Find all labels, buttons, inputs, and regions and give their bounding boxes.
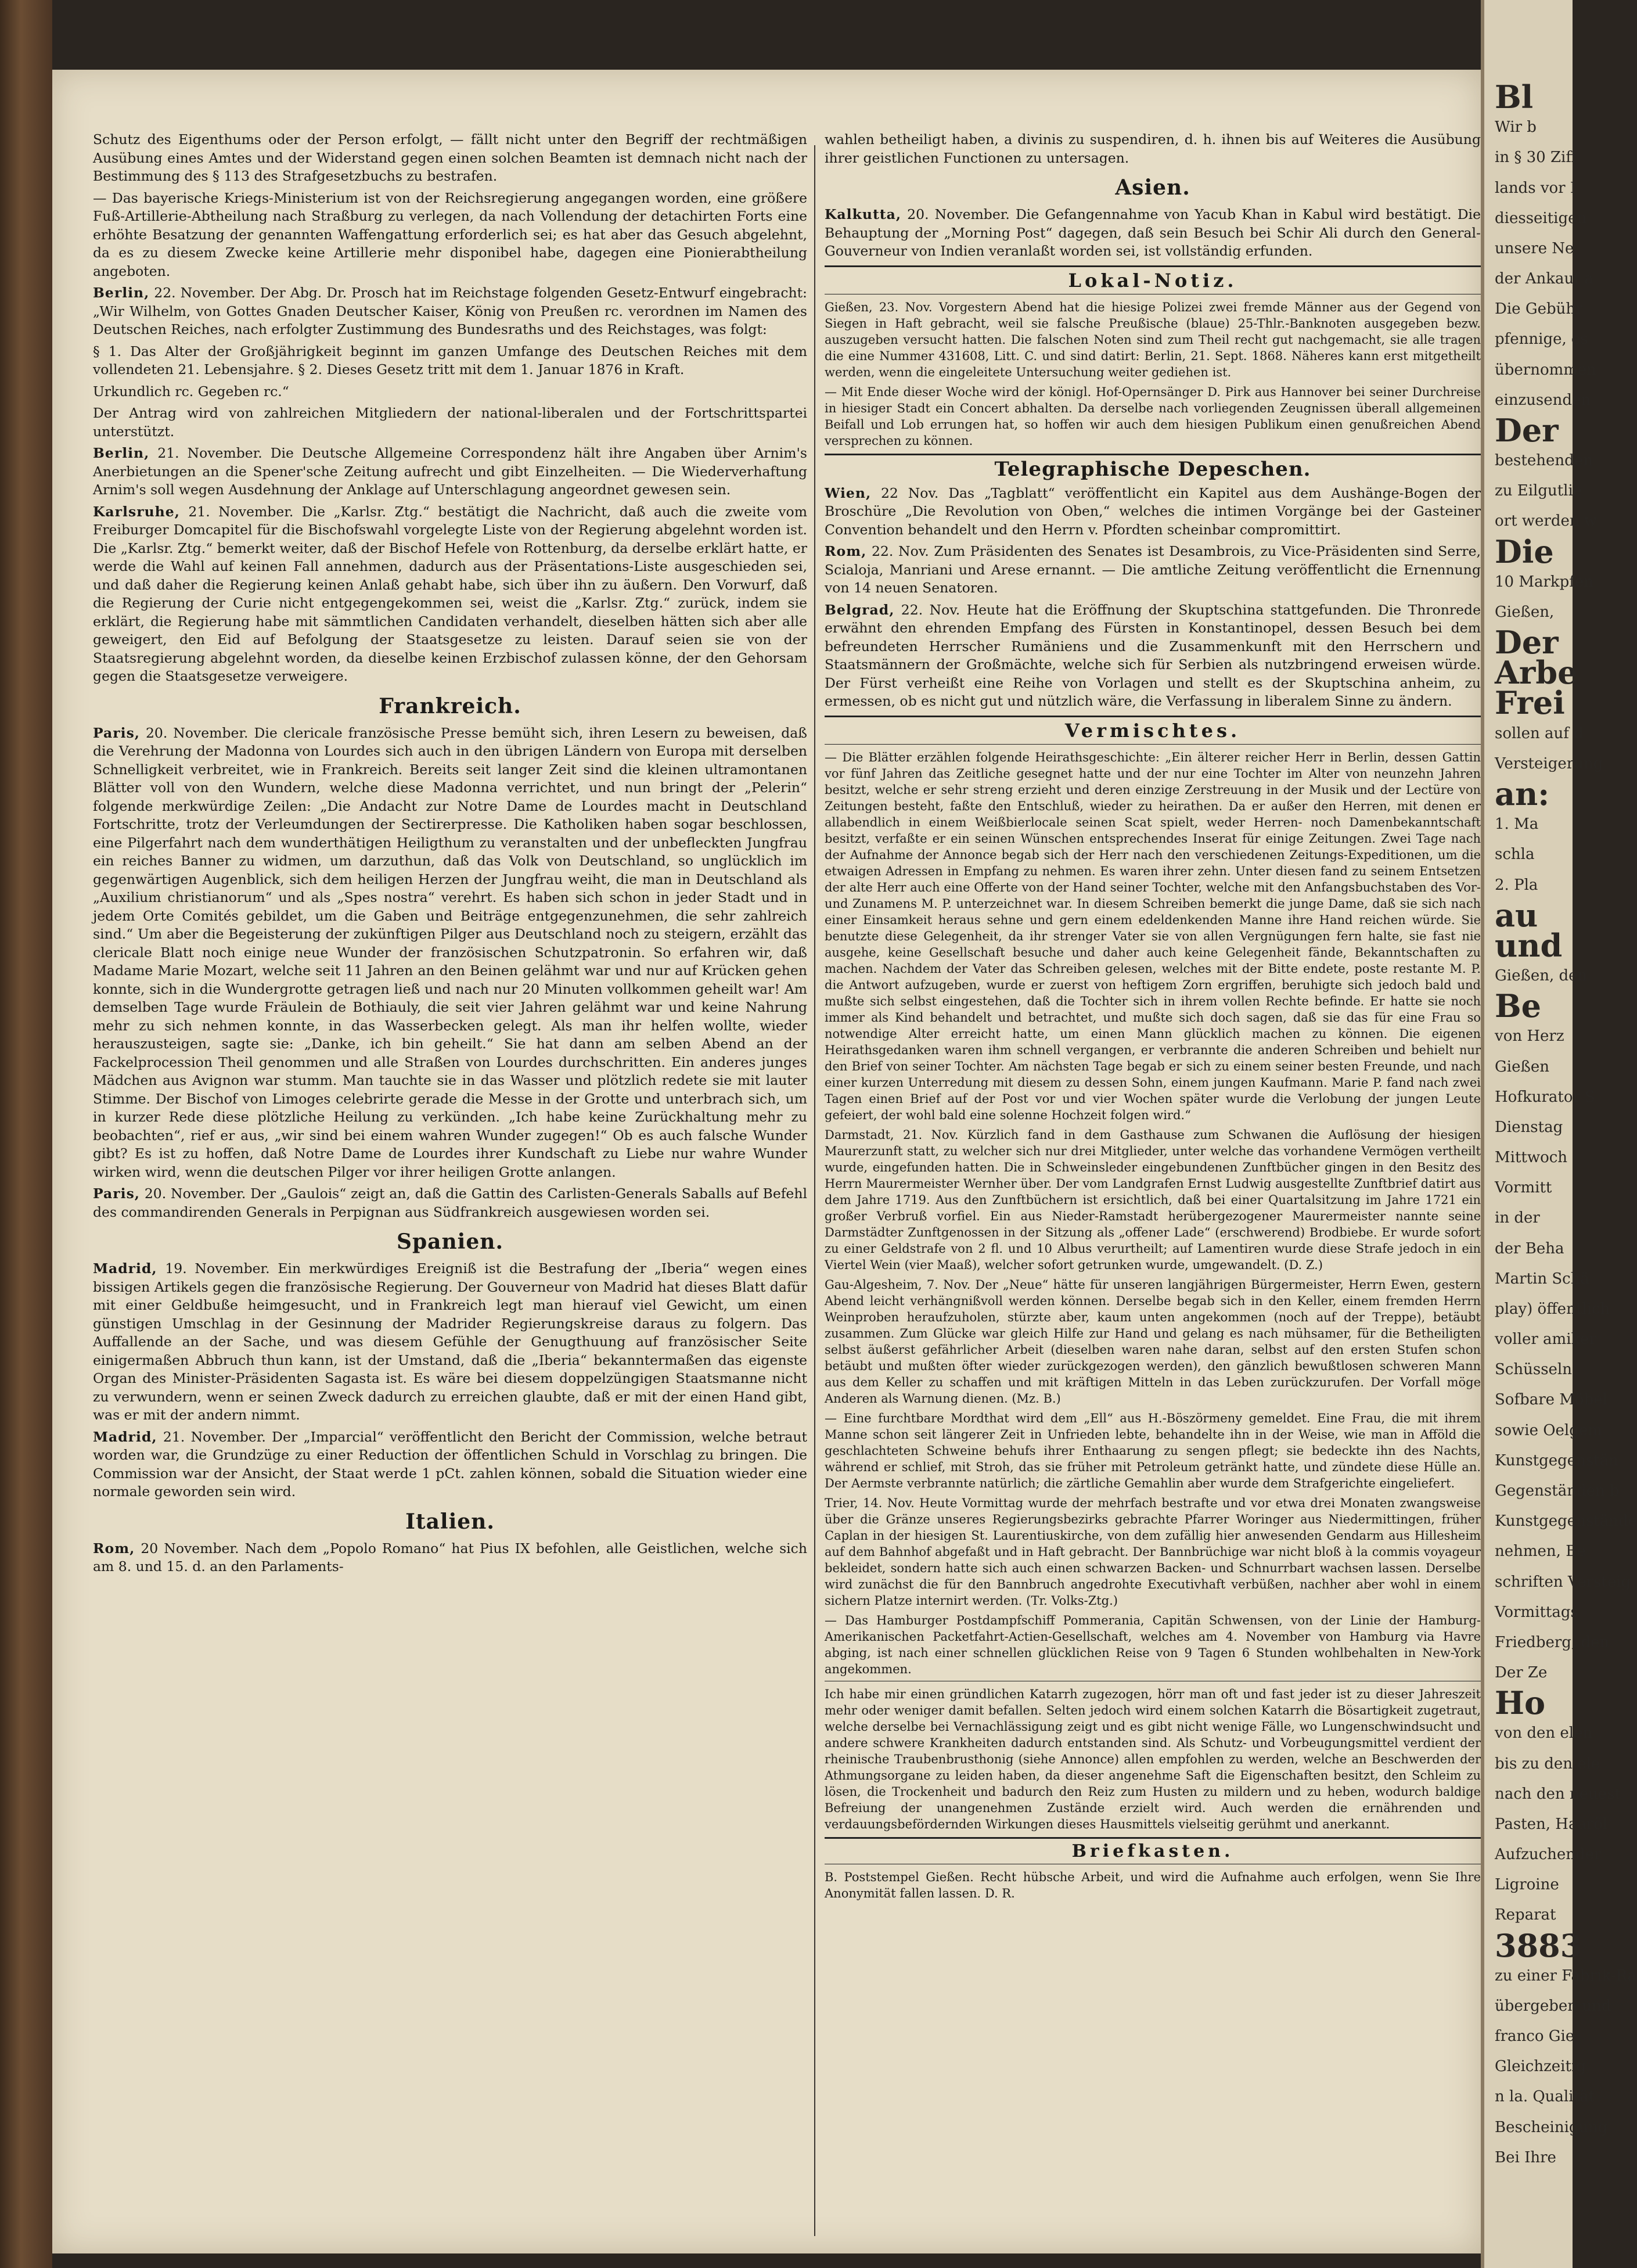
- article-paragraph: — Das bayerische Kriegs-Ministerium ist von der Reichsregierung angegangen worden, eine größere Fuß-Artillerie-Abtheilung nach Straßburg zu verlegen, da nach Vollendung der detachirten Forts eine erhöhte Besatzung der genannten Waffengattung erforderlich sei; es hat aber das Gesuch abgelehnt, da es zu diesem Zwecke keine Artillerie mehr disponibel habe, dagegen eine Pionierabtheilung angeboten.: [93, 189, 807, 279]
- adjacent-page-fragment: Kunstgegenstän: [1495, 1451, 1618, 1469]
- adjacent-page-fragment: einzusenden: [1495, 391, 1591, 409]
- article-paragraph: Darmstadt, 21. Nov. Kürzlich fand in dem Gasthause zum Schwanen die Auflösung der hiesigen Maurerzunft statt, zu welcher sich nur drei Mitglieder, unter welche das vorhandene Vermögen vertheilt wurde, eingefunden hatten. Die in Schweinsleder eingebundenen Zunftbücher gingen in den Besitz des Herrn Maurermeister Wernher über. Der vom Landgrafen Ernst Ludwig ausgestellte Zunftbrief datirt aus dem Jahre 1719. Aus den Zunftbüchern ist ersichtlich, daß bei einer Quartalsitzung im Jahre 1721 ein großer Verbruß vorfiel. Ein aus Nieder-Ramstadt herübergezogener Maurermeister nannte seine Darmstädter Zunftgenossen in der Sitzung als „offener Lade“ (erschwerend) Brodbiebe. Er wurde sofort zu einer Geldstrafe von 2 fl. und 10 Albus verurtheilt; auf Lamentiren wurde diese Strafe jedoch in ein Viertel Wein (vier Maaß), welcher sofort getrunken wurde, umgewandelt. (D. Z.): [825, 1127, 1481, 1272]
- section-rule: [825, 716, 1481, 717]
- section-heading-telegraphische: Telegraphische Depeschen.: [994, 457, 1311, 481]
- book-spine: [0, 0, 52, 2268]
- adjacent-page-fragment: Der Ze: [1495, 1664, 1548, 1682]
- article-paragraph: Urkundlich rc. Gegeben rc.“: [93, 383, 289, 400]
- section-rule: [825, 265, 1481, 267]
- adjacent-page-fragment: 10 Markpfen: [1495, 573, 1594, 591]
- article-paragraph: Belgrad, 22. Nov. Heute hat die Eröffnung der Skuptschina stattgefunden. Die Thronrede erwähnt den ehrenden Empfang des Fürsten in Konstantinopel, dessen Besuch bei dem befreundeten Herrscher Rumäniens und die Zusammenkunft mit den Herrschern und Staatsmännern der Großmächte, welche sich für Serbien als nutzbringend erweisen würde. Der Fürst verheißt eine Reihe von Vorlagen und stellt es der Skuptschina anheim, zu ermessen, ob es nicht gut und nützlich wäre, die Verfassung in liberalem Sinne zu ändern.: [825, 601, 1481, 709]
- adjacent-page-edge: [1481, 0, 1637, 2268]
- section-heading-vermischtes: Vermischtes.: [1064, 719, 1241, 742]
- adjacent-page-fragment: lands vor I: [1495, 179, 1577, 197]
- adjacent-page-fragment: 3883: [1495, 1926, 1582, 1964]
- adjacent-page-fragment: Reparat: [1495, 1906, 1556, 1924]
- adjacent-page-fragment: Vormittags: [1495, 1603, 1578, 1621]
- article-paragraph: Madrid, 21. November. Der „Imparcial“ veröffentlicht den Bericht der Commission, welche betraut worden war, die Grundzüge zu einer Reduction der öffentlichen Schuld in Vorschlag zu bringen. Die Commission war der Ansicht, der Staat werde 1 pCt. zahlen können, sobald die Situation wieder eine normale geworden sein wird.: [93, 1428, 807, 1500]
- adjacent-page-fragment: nehmen, Be: [1495, 1543, 1586, 1561]
- article-paragraph: Gau-Algesheim, 7. Nov. Der „Neue“ hätte für unseren langjährigen Bürgermeister, Herrn Ewen, gestern Abend leicht verhängnißvoll werden können. Derselbe begab sich in den Keller, einem fremden Herrn Weinproben heraufzuholen, stürzte aber, kaum unten angekommen (noch auf der Treppe), betäubt zusammen. Zum Glücke war gleich Hilfe zur Hand und gelang es nach mühsamer, für die Betheiligten selbst äußerst gefährlicher Arbeit (dieselben waren nahe daran, selbst auf den ersten Stufen schon betäubt und mußten öfter wieder zurückgezogen werden), den gänzlich bewußtlosen schweren Mann aus dem Keller zu schaffen und mit kräftigen Mitteln in das Leben zurückzurufen. Der Vorfall möge Anderen als Warnung dienen. (Mz. B.): [825, 1277, 1481, 1406]
- section-rule: [825, 1837, 1481, 1839]
- adjacent-page-fragment: Schüsseln: [1495, 1361, 1572, 1379]
- article-paragraph: wahlen betheiligt haben, a divinis zu suspendiren, d. h. ihnen bis auf Weiteres die Ausübung ihrer geistlichen Functionen zu untersagen.: [825, 131, 1481, 166]
- adjacent-page-fragment: übernommen: [1495, 361, 1597, 379]
- adjacent-page-fragment: Dienstag: [1495, 1118, 1563, 1136]
- section-heading-asien: Asien.: [1115, 175, 1190, 200]
- dateline: Madrid,: [93, 1260, 157, 1277]
- adjacent-page-fragment: bestehenden: [1495, 452, 1593, 470]
- article-paragraph: § 1. Das Alter der Großjährigkeit beginnt im ganzen Umfange des Deutschen Reiches mit dem vollendeten 21. Lebensjahre. § 2. Dieses Gesetz tritt mit dem 1. Januar 1876 in Kraft.: [93, 343, 807, 378]
- article-paragraph: Paris, 20. November. Die clericale französische Presse bemüht sich, ihren Lesern zu beweisen, daß die Verehrung der Madonna von Lourdes sich auch in den übrigen Ländern von Europa mit derselben Schnelligkeit verbreitet, wie in Frankreich. Bereits seit langer Zeit sind die kleinen ultramontanen Blätter voll von den Wundern, welche diese Madonna verrichtet, und nun bringt der „Pelerin“ folgende merkwürdige Zeilen: „Die Andacht zur Notre Dame de Lourdes macht in Deutschland Fortschritte, trotz der Verleumdungen der Sectirerpresse. Die Katholiken haben sogar beschlossen, eine Pilgerfahrt nach dem wunderthätigen Heiligthum zu veranstalten und der unbefleckten Jungfrau ein reiches Banner zu widmen, um darzuthun, daß das Volk von Deutschland, so unglücklich im gegenwärtigen Augenblick, sich dem heiligen Herzen der Jungfrau weiht, die man in Deutschland als „Auxilium christianorum“ und als „Spes nostra“ verehrt. Es haben sich schon in jeder Stadt und in jedem Orte Comités gebildet, um die Gaben und Beiträge entgegenzunehmen, die sehr zahlreich sind.“ Um aber die Begeisterung der zukünftigen Pilger aus Deutschland noch zu steigern, erzählt das clericale Blatt noch einige neue Wunder der französischen Schutzpatronin. So erfahren wir, daß Madame Marie Mozart, welche seit 11 Jahren an den Beinen gelähmt war und nur auf Krücken gehen konnte, sich in die Wundergrotte getragen ließ und nach nur 20 Minuten vollkommen geheilt war! Am demselben Tage wurde Fräulein de Bothiauly, die seit vier Jahren gelähmt war und keine Nahrung mehr zu sich nehmen konnte, in das Wasserbecken gelegt. Als man ihr helfen wollte, wieder herauszusteigen, sagte sie: „Danke, ich bin geheilt.“ Sie hat dann am selben Abend an der Fackelprocession Theil genommen und alle Straßen von Lourdes durchschritten. Ein anderes junges Mädchen aus Avignon war stumm. Man tauchte sie in das Wasser und plötzlich redete sie mit lauter Stimme. Der Bischof von Limoges celebrirte gerade die Messe in der Grotte und unterbrach sich, um in kurzer Rede diese plötzliche Heilung zu verkünden. „Ich habe keine Zurückhaltung mehr zu beobachten“, rief er aus, „wir sind bei einem wahren Wunder zugegen!“ Ob es auch falsche Wunder gibt? Es ist zu hoffen, daß Notre Dame de Lourdes ihrer Kundschaft zu Liebe nur wahre Wunder wirken wird, wenn die deutschen Pilger vor ihrer heiligen Grotte anlangen.: [93, 724, 807, 1180]
- adjacent-page-fragment: diesseitigen: [1495, 209, 1587, 227]
- adjacent-page-fragment: schla: [1495, 846, 1535, 864]
- dateline: Karlsruhe,: [93, 503, 180, 520]
- adjacent-page-fragment: Gießen, den: [1495, 967, 1588, 985]
- adjacent-page-fragment: nach den neuest: [1495, 1785, 1621, 1803]
- adjacent-page-fragment: Be: [1495, 987, 1541, 1025]
- article-paragraph: Trier, 14. Nov. Heute Vormittag wurde der mehrfach bestrafte und vor etwa drei Monaten zwangsweise über die Gränze unseres Regierungsbezirks gebrachte Pfarrer Woringer aus Niedermittingen, früher Caplan in der hiesigen St. Laurentiuskirche, von dem zufällig hier anwesenden Gendarm aus Hillesheim auf dem Bahnhof abgefaßt und in Haft gebracht. Der Bannbrüchige war nicht bloß à la commis voyageur bekleidet, sondern hatte sich auch einen schwarzen Backen- und Schnurrbart wachsen lassen. Derselbe wird zunächst die für den Bannbruch angedrohte Executivhaft verbüßen, nachher aber wohl in einem sichern Platze internirt werden. (Tr. Volks-Ztg.): [825, 1496, 1481, 1608]
- dateline: Paris,: [93, 724, 140, 741]
- dateline: Paris,: [93, 1185, 140, 1202]
- adjacent-page-fragment: Frei: [1495, 684, 1565, 722]
- adjacent-page-fragment: und: [1495, 926, 1563, 964]
- dateline: Berlin,: [93, 445, 150, 461]
- adjacent-page-fragment: an:: [1495, 775, 1550, 813]
- adjacent-page-fragment: Bei Ihre: [1495, 2148, 1556, 2166]
- newspaper-page: [52, 70, 1481, 2253]
- adjacent-page-fragment: Arbe: [1495, 654, 1578, 692]
- article-paragraph: Kalkutta, 20. November. Die Gefangennahme von Yacub Khan in Kabul wird bestätigt. Die Behauptung der „Morning Post“ dagegen, daß sein Besuch bei Schir Ali durch den General-Gouverneur von Indien veranlaßt worden sei, ist vollständig erfunden.: [825, 206, 1481, 259]
- adjacent-page-fragment: der Beha: [1495, 1239, 1564, 1257]
- adjacent-page-fragment: bis zu den ele: [1495, 1755, 1600, 1773]
- adjacent-page-fragment: ort werden w: [1495, 512, 1598, 530]
- adjacent-page-fragment: von Herz: [1495, 1027, 1564, 1045]
- adjacent-page-fragment: voller amiker: [1495, 1331, 1597, 1349]
- dateline: Rom,: [825, 543, 867, 559]
- adjacent-page-fragment: Gleichzeitig: [1495, 2058, 1586, 2076]
- adjacent-page-fragment: Hofkurator S: [1495, 1088, 1595, 1106]
- adjacent-page-fragment: Die: [1495, 533, 1554, 570]
- article-paragraph: — Mit Ende dieser Woche wird der königl. Hof-Opernsänger D. Pirk aus Hannover bei seiner Durchreise in hiesiger Stadt ein Concert abhalten. Da derselbe nach vorliegenden Zeugnissen überall allgemeinen Beifall und Lob errungen hat, so hoffen wir auch dem hiesigen Publikum einen genußreichen Abend versprechen zu können.: [825, 384, 1481, 448]
- article-paragraph: Madrid, 19. November. Ein merkwürdiges Ereigniß ist die Bestrafung der „Iberia“ wegen eines bissigen Artikels gegen die französische Regierung. Der Gouverneur von Madrid hat dieses Blatt dafür mit einer Geldbuße heimgesucht, und in Frankreich legt man hierauf viel Gewicht, um einen günstigen Umschlag in der Gesinnung der Madrider Regierungskreise daraus zu folgern. Das Auffallende an der Sache, und was diesem Gefühle der Genugthuung auf französischer Seite einigermaßen Abbruch thun kann, ist der Umstand, daß die „Iberia“ bekanntermaßen das eigenste Organ des Minister-Präsidenten Sagasta ist. Es wäre bei diesem doppelzüngigen Staatsmanne nicht zu verwundern, wenn er seinen Zweck dadurch zu erreichen glaubte, daß er mit der einen Hand gibt, was er mit der andern nimmt.: [93, 1260, 807, 1423]
- dateline: Rom,: [93, 1540, 135, 1557]
- article-paragraph: Paris, 20. November. Der „Gaulois“ zeigt an, daß die Gattin des Carlisten-Generals Saballs auf Befehl des commandirenden Generals in Perpignan aus Südfrankreich ausgewiesen worden sei.: [93, 1185, 807, 1220]
- column-divider: [814, 145, 815, 2236]
- section-heading-lokal: Lokal-Notiz.: [1068, 269, 1237, 292]
- adjacent-page-fragment: Ho: [1495, 1684, 1546, 1722]
- article-paragraph: Rom, 20 November. Nach dem „Popolo Romano“ hat Pius IX befohlen, alle Geistlichen, welche sich am 8. und 15. d. an den Parlaments-: [93, 1540, 807, 1575]
- adjacent-page-fragment: n la. Qualität: [1495, 2088, 1595, 2106]
- adjacent-page-fragment: Gießen: [1495, 1058, 1549, 1076]
- adjacent-page-fragment: Sofbare Möbel: [1495, 1391, 1607, 1409]
- article-paragraph: Karlsruhe, 21. November. Die „Karlsr. Ztg.“ bestätigt die Nachricht, daß auch die zweite vom Freiburger Domcapitel für die Bischofswahl vorgelegte Liste von der Regierung abgelehnt worden ist. Die „Karlsr. Ztg.“ bemerkt weiter, daß der Bischof Hefele von Rottenburg, da derselbe erklärt hatte, er werde die Wahl auf keinen Fall annehmen, dadurch aus der Präsentations-Liste ausgeschieden sei, und daß daher die Regierung keinen Anlaß gehabt habe, sich über ihn zu äußern. Den Vorwurf, daß die Regierung der Curie nicht entgegengekommen sei, weist die „Karlsr. Ztg.“ zurück, indem sie erklärt, die Regierung habe mit sämmtlichen Candidaten verhandelt, dieselben hätten sich aber alle geweigert, den Eid auf Befolgung der Staatsgesetze zu leisten. Darauf seien sie von der Staatsregierung abgelehnt worden, da dieselbe keinen Erzbischof zulassen könne, der den Gehorsam gegen die Staatsgesetze verweigere.: [93, 503, 807, 684]
- adjacent-page-fragment: play) öffentlich: [1495, 1300, 1610, 1318]
- adjacent-page-fragment: sowie Oelgem: [1495, 1421, 1602, 1439]
- adjacent-page-fragment: von den elen: [1495, 1724, 1593, 1742]
- adjacent-page-fragment: Gegenständen b: [1495, 1482, 1620, 1500]
- adjacent-page-fragment: Der: [1495, 624, 1559, 662]
- adjacent-page-fragment: zu einer Fabrik-Ra: [1495, 1967, 1637, 1985]
- adjacent-page-fragment: au: [1495, 896, 1538, 934]
- article-paragraph: Berlin, 21. November. Die Deutsche Allgemeine Correspondenz hält ihre Angaben über Arnim's Anerbietungen an die Spener'sche Zeitung aufrecht und gibt Einzelheiten. — Die Wiederverhaftung Arnim's soll wegen Ausdehnung der Anklage auf Unterschlagung angeordnet gewesen sein.: [93, 445, 807, 498]
- adjacent-page-fragment: Gießen,: [1495, 603, 1555, 621]
- section-rule: [825, 744, 1481, 745]
- section-heading-frankreich: Frankreich.: [379, 693, 521, 718]
- right-column: [825, 131, 1481, 1905]
- adjacent-page-fragment: in § 30 Ziff: [1495, 149, 1577, 167]
- adjacent-page-fragment: Der: [1495, 411, 1559, 449]
- adjacent-page-fragment: Bescheinigung: [1495, 2118, 1608, 2136]
- article-paragraph: Berlin, 22. November. Der Abg. Dr. Prosch hat im Reichstage folgenden Gesetz-Entwurf eingebracht: „Wir Wilhelm, von Gottes Gnaden Deutscher Kaiser, König von Preußen rc. verordnen im Namen des Deutschen Reiches, nach erfolgter Zustimmung des Bundesraths und des Reichstages, was folgt:: [93, 285, 807, 337]
- left-column: [93, 131, 807, 1580]
- adjacent-page-fragment: Die Gebühr: [1495, 300, 1583, 318]
- adjacent-page-fragment: zu Eilgutlie: [1495, 482, 1582, 500]
- adjacent-page-fragment: Versteigerung: [1495, 754, 1603, 772]
- adjacent-page-fragment: Martin Schä: [1495, 1270, 1589, 1288]
- section-heading-italien: Italien.: [405, 1509, 495, 1534]
- article-paragraph: B. Poststempel Gießen. Recht hübsche Arbeit, und wird die Aufnahme auch erfolgen, wenn Sie Ihre Anonymität fallen lassen. D. R.: [825, 1870, 1481, 1900]
- adjacent-page-fragment: in der: [1495, 1209, 1540, 1227]
- adjacent-page-fragment: übergeben und: [1495, 1997, 1611, 2015]
- article-paragraph: Rom, 22. Nov. Zum Präsidenten des Senates ist Desambrois, zu Vice-Präsidenten sind Serre, Scialoja, Manriani und Arese ernannt. — Die amtliche Zeitung veröffentlicht die Ernennung von 14 neuen Senatoren.: [825, 543, 1481, 596]
- article-paragraph: Gießen, 23. Nov. Vorgestern Abend hat die hiesige Polizei zwei fremde Männer aus der Gegend von Siegen in Haft gebracht, weil sie falsche Preußische (blaue) 25-Thlr.-Banknoten ausgegeben bezw. auszugeben versucht hatten. Die falschen Noten sind zum Theil recht gut nachgemacht, sie alle tragen die eine Nummer 431608, Litt. C. und sind datirt: Berlin, 21. Sept. 1868. Näheres kann erst mitgetheilt werden, wenn die eingeleitete Untersuchung weiter gediehen ist.: [825, 300, 1481, 379]
- dateline: Kalkutta,: [825, 206, 902, 222]
- article-paragraph: Der Antrag wird von zahlreichen Mitgliedern der national-liberalen und der Fortschrittspartei unterstützt.: [93, 405, 807, 440]
- adjacent-page-fragment: Pasten, Haaröl: [1495, 1815, 1608, 1833]
- adjacent-page-fragment: Friedberg, den: [1495, 1633, 1610, 1651]
- adjacent-page-fragment: Wir b: [1495, 118, 1537, 136]
- adjacent-page-fragment: sollen auf d: [1495, 724, 1584, 742]
- adjacent-page-fragment: der Ankauf a: [1495, 270, 1593, 288]
- adjacent-page-fragment: 2. Pla: [1495, 876, 1538, 894]
- adjacent-page-fragment: Vormitt: [1495, 1179, 1552, 1197]
- section-heading-briefkasten: Briefkasten.: [1071, 1841, 1234, 1861]
- adjacent-page-fragment: Mittwoch: [1495, 1149, 1568, 1167]
- article-paragraph: — Eine furchtbare Mordthat wird dem „Ell“ aus H.-Böszörmeny gemeldet. Eine Frau, die mit ihrem Manne schon seit längerer Zeit in Unfrieden lebte, behandelte ihn in der Weise, wie man in Afföld die geschlachteten Schweine behufs ihrer Enthaarung zu sengen pflegt; sie bedeckte ihn des Nachts, während er schlief, mit Stroh, das sie früher mit Petroleum getränkt hatte, und zündete diese Hülle an. Der Aermste verbrannte natürlich; die zärtliche Gemahlin aber wurde dem Strafgerichte eingeliefert.: [825, 1411, 1481, 1490]
- adjacent-page-fragment: Aufzuchender: [1495, 1846, 1602, 1864]
- article-paragraph: — Das Hamburger Postdampfschiff Pommerania, Capitän Schwensen, von der Linie der Hamburg-Amerikanischen Packetfahrt-Actien-Gesellschaft, welches am 4. November von Hamburg via Havre abging, ist nach einer schnellen glücklichen Reise von 9 Tagen 6 Stunden wohlbehalten in New-York angekommen.: [825, 1613, 1481, 1676]
- article-paragraph: Wien, 22 Nov. Das „Tagblatt“ veröffentlicht ein Kapitel aus dem Aushänge-Bogen der Broschüre „Die Revolution von Oben,“ welches die intimen Vorgänge bei der Gasteiner Convention behandelt und den Herrn v. Pfordten scheinbar compromittirt.: [825, 484, 1481, 538]
- dateline: Wien,: [825, 484, 872, 501]
- adjacent-page-fragment: Ligroine: [1495, 1876, 1559, 1894]
- adjacent-page-fragment: schriften Versteig: [1495, 1573, 1631, 1591]
- dateline: Belgrad,: [825, 601, 895, 618]
- article-paragraph: Schutz des Eigenthums oder der Person erfolgt, — fällt nicht unter den Begriff der rechtmäßigen Ausübung eines Amtes und der Widerstand gegen einen solchen Beamten ist demnach nicht nach der Bestimmung des § 113 des Strafgesetzbuchs zu bestrafen.: [93, 131, 807, 184]
- adjacent-page-fragment: 1. Ma: [1495, 815, 1539, 833]
- adjacent-page-fragment: pfennige, es: [1495, 330, 1588, 348]
- section-rule: [825, 454, 1481, 455]
- adjacent-page-fragment: Bl: [1495, 78, 1534, 116]
- article-paragraph: — Die Blätter erzählen folgende Heirathsgeschichte: „Ein älterer reicher Herr in Berlin, dessen Gattin vor fünf Jahren das Zeitliche gesegnet hatte und der nur eine Tochter im Alter von neunzehn Jahren besitzt, welche er sehr streng erzieht und deren einzige Zerstreuung in der Musik und der Lectüre von Zeitungen besteht, faßte den Entschluß, wieder zu heirathen. Da er außer den Herren, mit denen er allabendlich in einem Weißbierlocale seinen Scat spielt, weder Herren- noch Damenbekanntschaft besitzt, verfaßte er ein seinen Wünschen entsprechendes Inserat für einige Zeitungen. Zwei Tage nach der Aufnahme der Annonce begab sich der Herr nach den verschiedenen Zeitungs-Expeditionen, um die etwaigen Adressen in Empfang zu nehmen. Es waren ihrer zehn. Unter diesen fand zu seinem Entsetzen der alte Herr auch eine Offerte von der Hand seiner Tochter, welche mit den Anfangsbuchstaben des Vor- und Zunamens M. P. unterzeichnet war. In diesem Schreiben bemerkt die junge Dame, daß sie sich nach einer Einsamkeit heraus sehne und gern einem edeldenkenden Manne ihre Hand reichen würde. Sie benutzte diese Gelegenheit, da ihr strenger Vater sie von allen Vergnügungen fern halte, sie fast nie ausgehe, keine Gesellschaft besuche und daher auch keine Gelegenheit fände, Bekanntschaften zu machen. Nachdem der Vater das Schreiben gelesen, welches mit der Bitte endete, poste restante M. P. die Antwort aufzugeben, wurde er zuerst von heftigem Zorn ergriffen, beruhigte sich jedoch bald und mußte sich selbst eingestehen, daß die Tochter sich in ihrem vollen Rechte befinde. Er hatte sie noch immer als Kind behandelt und betrachtet, und mußte sich doch sagen, daß sie das für eine Frau so notwendige Alter erreicht hatte, um einen Mann glücklich machen zu können. Die eigenen Heirathsgedanken waren ihm schnell vergangen, er verbrannte die anderen Schreiben und behielt nur den Brief von seiner Tochter. Am nächsten Tage begab er sich zu einem seiner besten Freunde, und nach einer kurzen Unterredung mit diesem zu dessen Sohn, einem jungen Kaufmann. Marie P. fand nach zwei Tagen einen Brief auf der Post vor und vier Wochen später wurde die Verlobung der jungen Leute gefeiert, der wohl bald eine solenne Hochzeit folgen wird.“: [825, 750, 1481, 1122]
- adjacent-page-fragment: unsere Ne: [1495, 239, 1574, 257]
- section-heading-spanien: Spanien.: [397, 1230, 503, 1254]
- advertorial-paragraph: Ich habe mir einen gründlichen Katarrh zugezogen, hörr man oft und fast jeder ist zu dieser Jahreszeit mehr oder weniger damit befallen. Selten jedoch wird einem solchen Katarrh die Bösartigkeit zugetraut, welche derselbe bei Vernachlässigung zeigt und es gibt nicht wenige Fälle, wo Lungenschwindsucht und andere schwere Krankheiten dadurch entstanden sind. Als Schutz- und Vorbeugungsmittel verdient der rheinische Traubenbrusthonig (siehe Annonce) allen empfohlen zu werden, welche an Beschwerden der Athmungsorgane zu leiden haben, da dieser angenehme Saft die Eigenschaften besitzt, den Schleim zu lösen, die Trockenheit und badurch den Reiz zum Husten zu mildern und zu heben, wodurch baldige Befreiung der unangenehmen Zustände erzielt wird. Auch werden die ernährenden und verdauungsbefördernden Wirkungen dieses Hausmittels vielseitig gerühmt und anerkannt.: [825, 1687, 1481, 1831]
- dateline: Berlin,: [93, 285, 150, 301]
- dateline: Madrid,: [93, 1428, 157, 1445]
- adjacent-page-fragment: franco Gie: [1495, 2028, 1575, 2046]
- adjacent-page-fragment: Kunstgegenstände: [1495, 1512, 1637, 1530]
